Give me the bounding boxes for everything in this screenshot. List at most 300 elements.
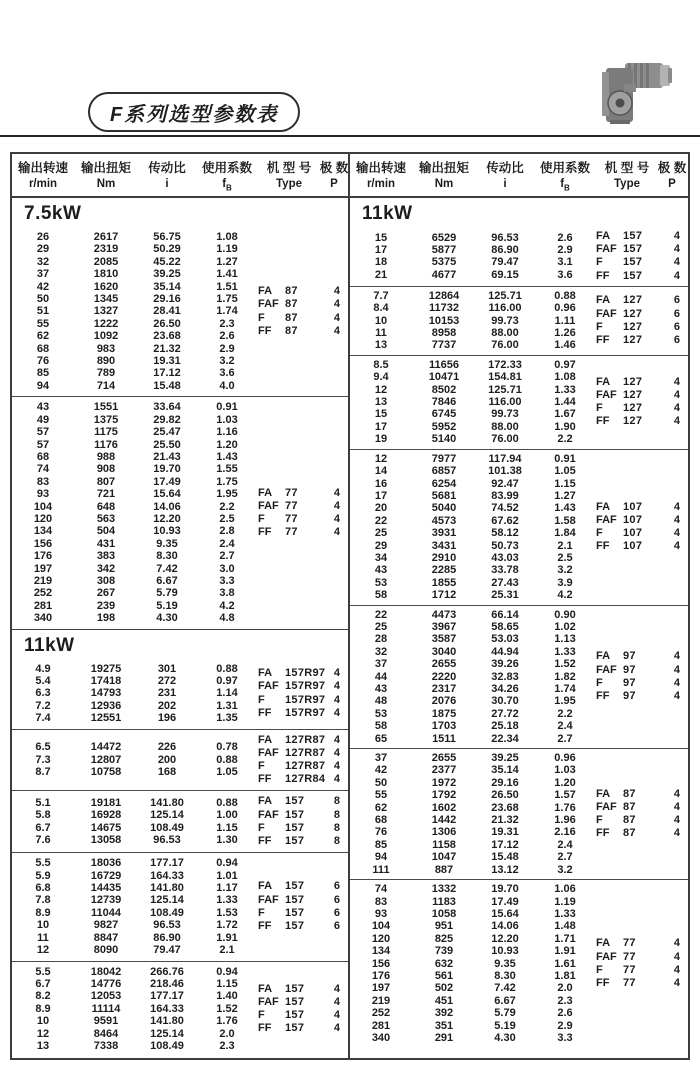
pole-count: 4: [333, 526, 340, 539]
model-type-row: [596, 501, 688, 514]
model-prefix: F: [258, 311, 265, 324]
column-header: [258, 158, 320, 192]
table-row: [350, 408, 596, 420]
cell-ratio: 32.83: [491, 670, 519, 683]
pole-count: 4: [673, 827, 680, 840]
model-prefix: FF: [596, 269, 610, 282]
model-type-row: [596, 690, 688, 703]
cell-output-speed: 20: [374, 502, 388, 515]
cell-output-torque: 12053: [90, 990, 122, 1003]
column-header-zh: 机 型 号: [604, 160, 650, 175]
cell-service-factor: 1.67: [554, 408, 576, 421]
cell-ratio: 17.49: [153, 475, 181, 488]
table-row: [350, 384, 596, 396]
model-type-row: [258, 795, 348, 808]
cell-ratio: 15.48: [153, 379, 181, 392]
column-header-unit: [222, 178, 232, 192]
table-row: [350, 646, 596, 658]
cell-service-factor: 3.2: [219, 355, 235, 368]
pole-count: 4: [333, 1022, 340, 1035]
table-row: [12, 525, 258, 537]
cell-service-factor: 1.30: [216, 834, 238, 847]
cell-output-torque: 1306: [431, 826, 457, 839]
cell-output-speed: 53: [374, 707, 388, 720]
cell-service-factor: 0.94: [216, 857, 238, 870]
model-type-list: [596, 650, 688, 703]
cell-output-torque: 739: [434, 945, 454, 958]
table-row: [12, 990, 258, 1002]
model-type-row: [596, 801, 688, 814]
table-row: [350, 671, 596, 683]
table-row: [12, 293, 258, 305]
cell-output-speed: 197: [33, 562, 53, 575]
cell-service-factor: 4.2: [219, 599, 235, 612]
model-size: 157: [285, 880, 305, 893]
cell-output-speed: 252: [371, 1007, 391, 1020]
model-type-row: [596, 294, 688, 307]
table-row: [350, 839, 596, 851]
model-size: 127: [623, 402, 643, 415]
pole-count: 4: [333, 733, 340, 746]
cell-output-speed: 48: [374, 695, 388, 708]
column-header-zh: 传动比: [486, 160, 524, 175]
model-type-row: [596, 977, 688, 990]
cell-output-torque: 2377: [431, 764, 457, 777]
cell-output-torque: 1176: [94, 438, 118, 451]
column-header: [658, 158, 686, 192]
unit-text: f: [222, 177, 227, 190]
cell-output-torque: 7338: [93, 1039, 119, 1052]
cell-ratio: 141.80: [150, 1015, 184, 1028]
table-row: [350, 733, 596, 745]
column-header-zh: 极 数: [319, 160, 349, 175]
cell-output-speed: 16: [374, 477, 388, 490]
block-list: [12, 659, 348, 1057]
cell-ratio: 164.33: [150, 869, 184, 882]
cell-service-factor: 1.43: [554, 502, 576, 515]
cell-ratio: 108.49: [150, 821, 184, 834]
column-header-unit: [560, 178, 570, 192]
cell-output-speed: 49: [36, 413, 50, 426]
cell-output-speed: 15: [374, 408, 388, 421]
cell-output-speed: 7.3: [35, 753, 51, 766]
cell-output-torque: 12864: [428, 289, 460, 302]
cell-output-torque: 1092: [93, 330, 119, 343]
cell-ratio: 17.12: [491, 838, 519, 851]
cell-ratio: 15.64: [491, 907, 519, 920]
model-prefix: FA: [596, 937, 611, 950]
cell-output-torque: 1551: [93, 401, 119, 414]
column-header-unit: [435, 178, 454, 192]
cell-output-speed: 7.6: [35, 834, 51, 847]
model-prefix: FF: [596, 827, 610, 840]
model-prefix: F: [258, 821, 265, 834]
pole-count: 4: [333, 706, 340, 719]
table-row: [12, 600, 258, 612]
column-header-zh: 输出转速: [355, 160, 406, 175]
model-size: 87: [623, 827, 636, 840]
page-title-text: F系列选型参数表: [110, 103, 279, 126]
model-prefix: FAF: [258, 995, 279, 1008]
cell-output-speed: 176: [371, 969, 391, 982]
cell-output-torque: 12551: [90, 712, 122, 725]
cell-ratio: 28.41: [153, 305, 181, 318]
cell-service-factor: 2.7: [557, 851, 573, 864]
data-rows: [12, 231, 258, 392]
cell-ratio: 125.71: [488, 289, 522, 302]
pole-count: 4: [673, 243, 680, 256]
cell-service-factor: 0.88: [216, 662, 238, 675]
pole-count: 6: [673, 307, 680, 320]
model-prefix: FAF: [258, 499, 279, 512]
cell-ratio: 177.17: [150, 857, 184, 870]
cell-service-factor: 3.8: [219, 587, 235, 600]
cell-output-speed: 340: [371, 1031, 391, 1044]
gear-motor-illustration: [594, 58, 674, 128]
cell-ratio: 108.49: [150, 1039, 184, 1052]
table-row: [12, 834, 258, 846]
cell-output-speed: 76: [374, 826, 388, 839]
data-rows: [12, 966, 258, 1053]
cell-output-torque: 12936: [90, 699, 122, 712]
cell-service-factor: 3.2: [557, 863, 573, 876]
cell-service-factor: 1.57: [554, 789, 576, 802]
table-row: [12, 766, 258, 778]
cell-output-torque: 563: [96, 512, 116, 525]
unit-subscript: B: [226, 183, 232, 193]
cell-output-torque: 3040: [431, 645, 457, 658]
gear-ratio-block: [350, 748, 688, 879]
block-list: [350, 227, 688, 1047]
model-prefix: F: [596, 676, 603, 689]
table-row: [12, 513, 258, 525]
cell-service-factor: 1.76: [554, 801, 576, 814]
table-row: [350, 339, 596, 351]
cell-ratio: 6.67: [494, 994, 516, 1007]
cell-service-factor: 1.13: [554, 633, 576, 646]
table-row: [350, 269, 596, 281]
pole-count: 4: [333, 311, 340, 324]
cell-output-speed: 12: [374, 452, 388, 465]
cell-service-factor: 1.52: [216, 1002, 238, 1015]
cell-service-factor: 0.94: [216, 965, 238, 978]
model-size: 127: [623, 307, 643, 320]
cell-ratio: 12.20: [153, 512, 181, 525]
cell-output-torque: 1345: [93, 293, 119, 306]
cell-output-torque: 1972: [431, 776, 457, 789]
cell-service-factor: 2.9: [557, 244, 573, 256]
table-row: [350, 371, 596, 383]
cell-output-speed: 50: [36, 293, 50, 306]
cell-service-factor: 2.4: [219, 537, 235, 550]
cell-output-torque: 2317: [431, 683, 457, 695]
cell-output-torque: 908: [96, 463, 116, 476]
cell-service-factor: 1.15: [554, 477, 576, 490]
cell-ratio: 14.06: [153, 500, 181, 513]
cell-service-factor: 1.19: [554, 895, 576, 908]
cell-output-speed: 15: [374, 231, 388, 244]
cell-output-torque: 632: [434, 957, 454, 970]
cell-output-torque: 2655: [431, 752, 457, 765]
cell-output-torque: 6857: [431, 465, 457, 478]
cell-output-speed: 340: [33, 612, 53, 625]
cell-ratio: 5.79: [494, 1007, 516, 1020]
cell-output-speed: 10: [374, 314, 388, 327]
model-size: 157: [285, 1022, 305, 1035]
model-size: 157: [285, 795, 305, 808]
power-rating-label: 11kW: [362, 203, 413, 224]
cell-output-speed: 29: [374, 539, 388, 552]
model-prefix: FAF: [596, 243, 617, 256]
cell-ratio: 26.50: [491, 789, 519, 802]
cell-output-torque: 2319: [93, 243, 119, 256]
cell-ratio: 21.43: [153, 450, 181, 463]
table-row: [350, 433, 596, 445]
power-section: [12, 198, 348, 629]
table-row: [12, 907, 258, 919]
cell-output-torque: 1792: [431, 789, 457, 802]
cell-ratio: 117.94: [488, 452, 522, 465]
cell-output-speed: 58: [374, 589, 388, 602]
unit-text: Nm: [96, 177, 116, 190]
table-row: [12, 712, 258, 724]
model-prefix: FAF: [258, 680, 279, 693]
cell-ratio: 301: [157, 662, 177, 675]
model-type-list: [258, 795, 348, 848]
model-size: 77: [623, 950, 636, 963]
cell-output-torque: 2285: [431, 564, 457, 577]
column-header-unit: [165, 178, 168, 192]
column-header-zh: 输出扭矩: [418, 160, 469, 175]
model-type-row: [596, 389, 688, 402]
model-size: 107: [623, 540, 643, 553]
cell-output-torque: 1442: [431, 814, 457, 827]
model-size: 157: [285, 982, 305, 995]
table-row: [350, 683, 596, 695]
model-prefix: FA: [258, 667, 273, 680]
cell-output-speed: 55: [374, 789, 388, 802]
data-rows: [12, 797, 258, 847]
model-prefix: FA: [258, 880, 273, 893]
table-row: [12, 894, 258, 906]
model-type-list: [596, 788, 688, 841]
table-row: [12, 675, 258, 687]
cell-output-torque: 9591: [93, 1015, 119, 1028]
cell-ratio: 5.19: [156, 599, 178, 612]
cell-ratio: 92.47: [491, 477, 519, 490]
model-type-list: [596, 294, 688, 347]
cell-output-speed: 68: [36, 342, 50, 355]
model-type-row: [258, 996, 348, 1009]
model-size: 107: [623, 527, 643, 540]
model-size: 87: [285, 298, 298, 311]
model-prefix: FA: [596, 787, 611, 800]
cell-ratio: 29.82: [153, 413, 181, 426]
cell-output-speed: 62: [374, 801, 388, 814]
cell-output-speed: 7.7: [373, 289, 389, 302]
cell-output-torque: 2655: [431, 658, 457, 671]
table-row: [12, 305, 258, 317]
model-prefix: FF: [258, 920, 272, 933]
cell-service-factor: 4.2: [557, 589, 573, 602]
table-row: [350, 789, 596, 801]
cell-output-torque: 14435: [90, 882, 122, 895]
cell-service-factor: 1.14: [216, 687, 238, 700]
pole-count: 4: [673, 800, 680, 813]
cell-output-torque: 3587: [431, 633, 457, 646]
cell-service-factor: 2.16: [554, 826, 576, 839]
pole-count: 4: [673, 389, 680, 402]
unit-text: i: [503, 177, 507, 190]
cell-output-torque: 8090: [93, 944, 119, 957]
table-row: [350, 609, 596, 621]
cell-output-speed: 4.9: [35, 662, 51, 675]
cell-service-factor: 2.7: [219, 550, 235, 563]
cell-output-speed: 156: [33, 537, 53, 550]
table-row: [350, 851, 596, 863]
cell-output-speed: 17: [374, 489, 388, 502]
cell-ratio: 99.73: [491, 408, 519, 421]
table-row: [12, 318, 258, 330]
table-row: [350, 302, 596, 314]
data-rows: [12, 663, 258, 725]
model-type-row: [596, 514, 688, 527]
cell-service-factor: 3.1: [557, 256, 573, 269]
pole-count: 4: [673, 650, 680, 663]
table-row: [12, 822, 258, 834]
cell-output-torque: 19181: [90, 797, 122, 810]
cell-ratio: 10.93: [491, 945, 519, 958]
data-rows: [350, 232, 596, 282]
model-type-row: [258, 920, 348, 933]
table-row: [350, 453, 596, 465]
cell-output-torque: 8958: [431, 327, 457, 340]
pole-count: 4: [673, 527, 680, 540]
cell-output-torque: 1058: [431, 907, 457, 920]
model-prefix: F: [596, 527, 603, 540]
table-row: [12, 700, 258, 712]
table-row: [12, 355, 258, 367]
cell-service-factor: 1.95: [554, 695, 576, 708]
cell-output-speed: 10: [36, 919, 50, 932]
data-rows: [350, 752, 596, 876]
cell-service-factor: 1.40: [216, 990, 238, 1003]
cell-output-speed: 94: [36, 379, 50, 392]
model-prefix: FF: [258, 706, 272, 719]
cell-output-speed: 5.5: [35, 965, 51, 978]
pole-count: 4: [333, 499, 340, 512]
cell-output-speed: 156: [371, 957, 391, 970]
table-row: [12, 978, 258, 990]
cell-service-factor: 1.33: [554, 907, 576, 920]
table-row: [12, 330, 258, 342]
cell-output-torque: 504: [96, 525, 116, 538]
cell-output-speed: 68: [374, 814, 388, 827]
cell-ratio: 12.20: [491, 932, 519, 945]
cell-ratio: 43.03: [491, 551, 519, 564]
power-section: [12, 629, 348, 1057]
table-right-column: [350, 154, 688, 1058]
cell-service-factor: 1.76: [216, 1015, 238, 1028]
power-rating-label: 11kW: [24, 634, 75, 656]
cell-service-factor: 1.00: [216, 809, 238, 822]
model-size: 157: [285, 1008, 305, 1021]
table-row: [12, 463, 258, 475]
model-size: 87: [285, 311, 298, 324]
cell-ratio: 231: [157, 687, 177, 700]
cell-output-speed: 25: [374, 620, 388, 633]
column-header: [74, 158, 138, 192]
column-header: [412, 158, 476, 192]
table-row: [12, 1028, 258, 1040]
unit-text: f: [560, 177, 565, 190]
cell-ratio: 125.14: [150, 809, 184, 822]
column-header-zh: 极 数: [657, 160, 687, 175]
cell-output-speed: 197: [371, 982, 391, 995]
model-size: 157: [285, 995, 305, 1008]
cell-service-factor: 2.2: [219, 500, 235, 513]
model-prefix: FA: [596, 375, 611, 388]
cell-ratio: 86.90: [153, 931, 181, 944]
cell-service-factor: 1.01: [216, 869, 238, 882]
model-type-row: [596, 376, 688, 389]
cell-ratio: 45.22: [153, 255, 181, 268]
table-row: [350, 256, 596, 268]
cell-output-torque: 18036: [90, 857, 122, 870]
cell-ratio: 4.30: [156, 612, 178, 625]
data-rows: [12, 401, 258, 624]
cell-output-speed: 13: [374, 339, 388, 352]
gear-ratio-block: [12, 961, 348, 1057]
cell-output-torque: 9827: [93, 919, 119, 932]
model-type-row: [596, 308, 688, 321]
model-type-row: [596, 256, 688, 269]
cell-ratio: 39.25: [491, 752, 519, 765]
column-header-zh: 使用系数: [539, 160, 590, 175]
cell-output-speed: 28: [374, 633, 388, 646]
table-row: [350, 327, 596, 339]
model-prefix: FF: [596, 334, 610, 347]
table-row: [350, 933, 596, 945]
cell-ratio: 25.47: [153, 426, 181, 439]
cell-service-factor: 2.0: [219, 1027, 235, 1040]
table-row: [350, 970, 596, 982]
table-row: [12, 797, 258, 809]
cell-service-factor: 2.2: [557, 433, 573, 446]
model-prefix: F: [596, 814, 603, 827]
cell-ratio: 99.73: [491, 314, 519, 327]
model-size: 97: [623, 650, 636, 663]
model-type-row: [596, 937, 688, 950]
cell-service-factor: 1.20: [216, 438, 238, 451]
model-prefix: FAF: [596, 950, 617, 963]
table-row: [350, 764, 596, 776]
cell-output-torque: 14472: [90, 741, 122, 754]
cell-ratio: 8.30: [494, 969, 516, 982]
cell-ratio: 101.38: [488, 465, 522, 478]
cell-service-factor: 1.61: [554, 957, 576, 970]
model-size: 157: [285, 906, 305, 919]
cell-service-factor: 2.8: [219, 525, 235, 538]
cell-output-torque: 12807: [90, 753, 122, 766]
header-divider-line: [0, 135, 700, 137]
cell-service-factor: 3.3: [219, 574, 235, 587]
cell-ratio: 218.46: [150, 977, 184, 990]
table-row: [350, 708, 596, 720]
cell-output-speed: 8.2: [35, 990, 51, 1003]
cell-output-speed: 176: [33, 550, 53, 563]
cell-ratio: 13.12: [491, 863, 519, 876]
